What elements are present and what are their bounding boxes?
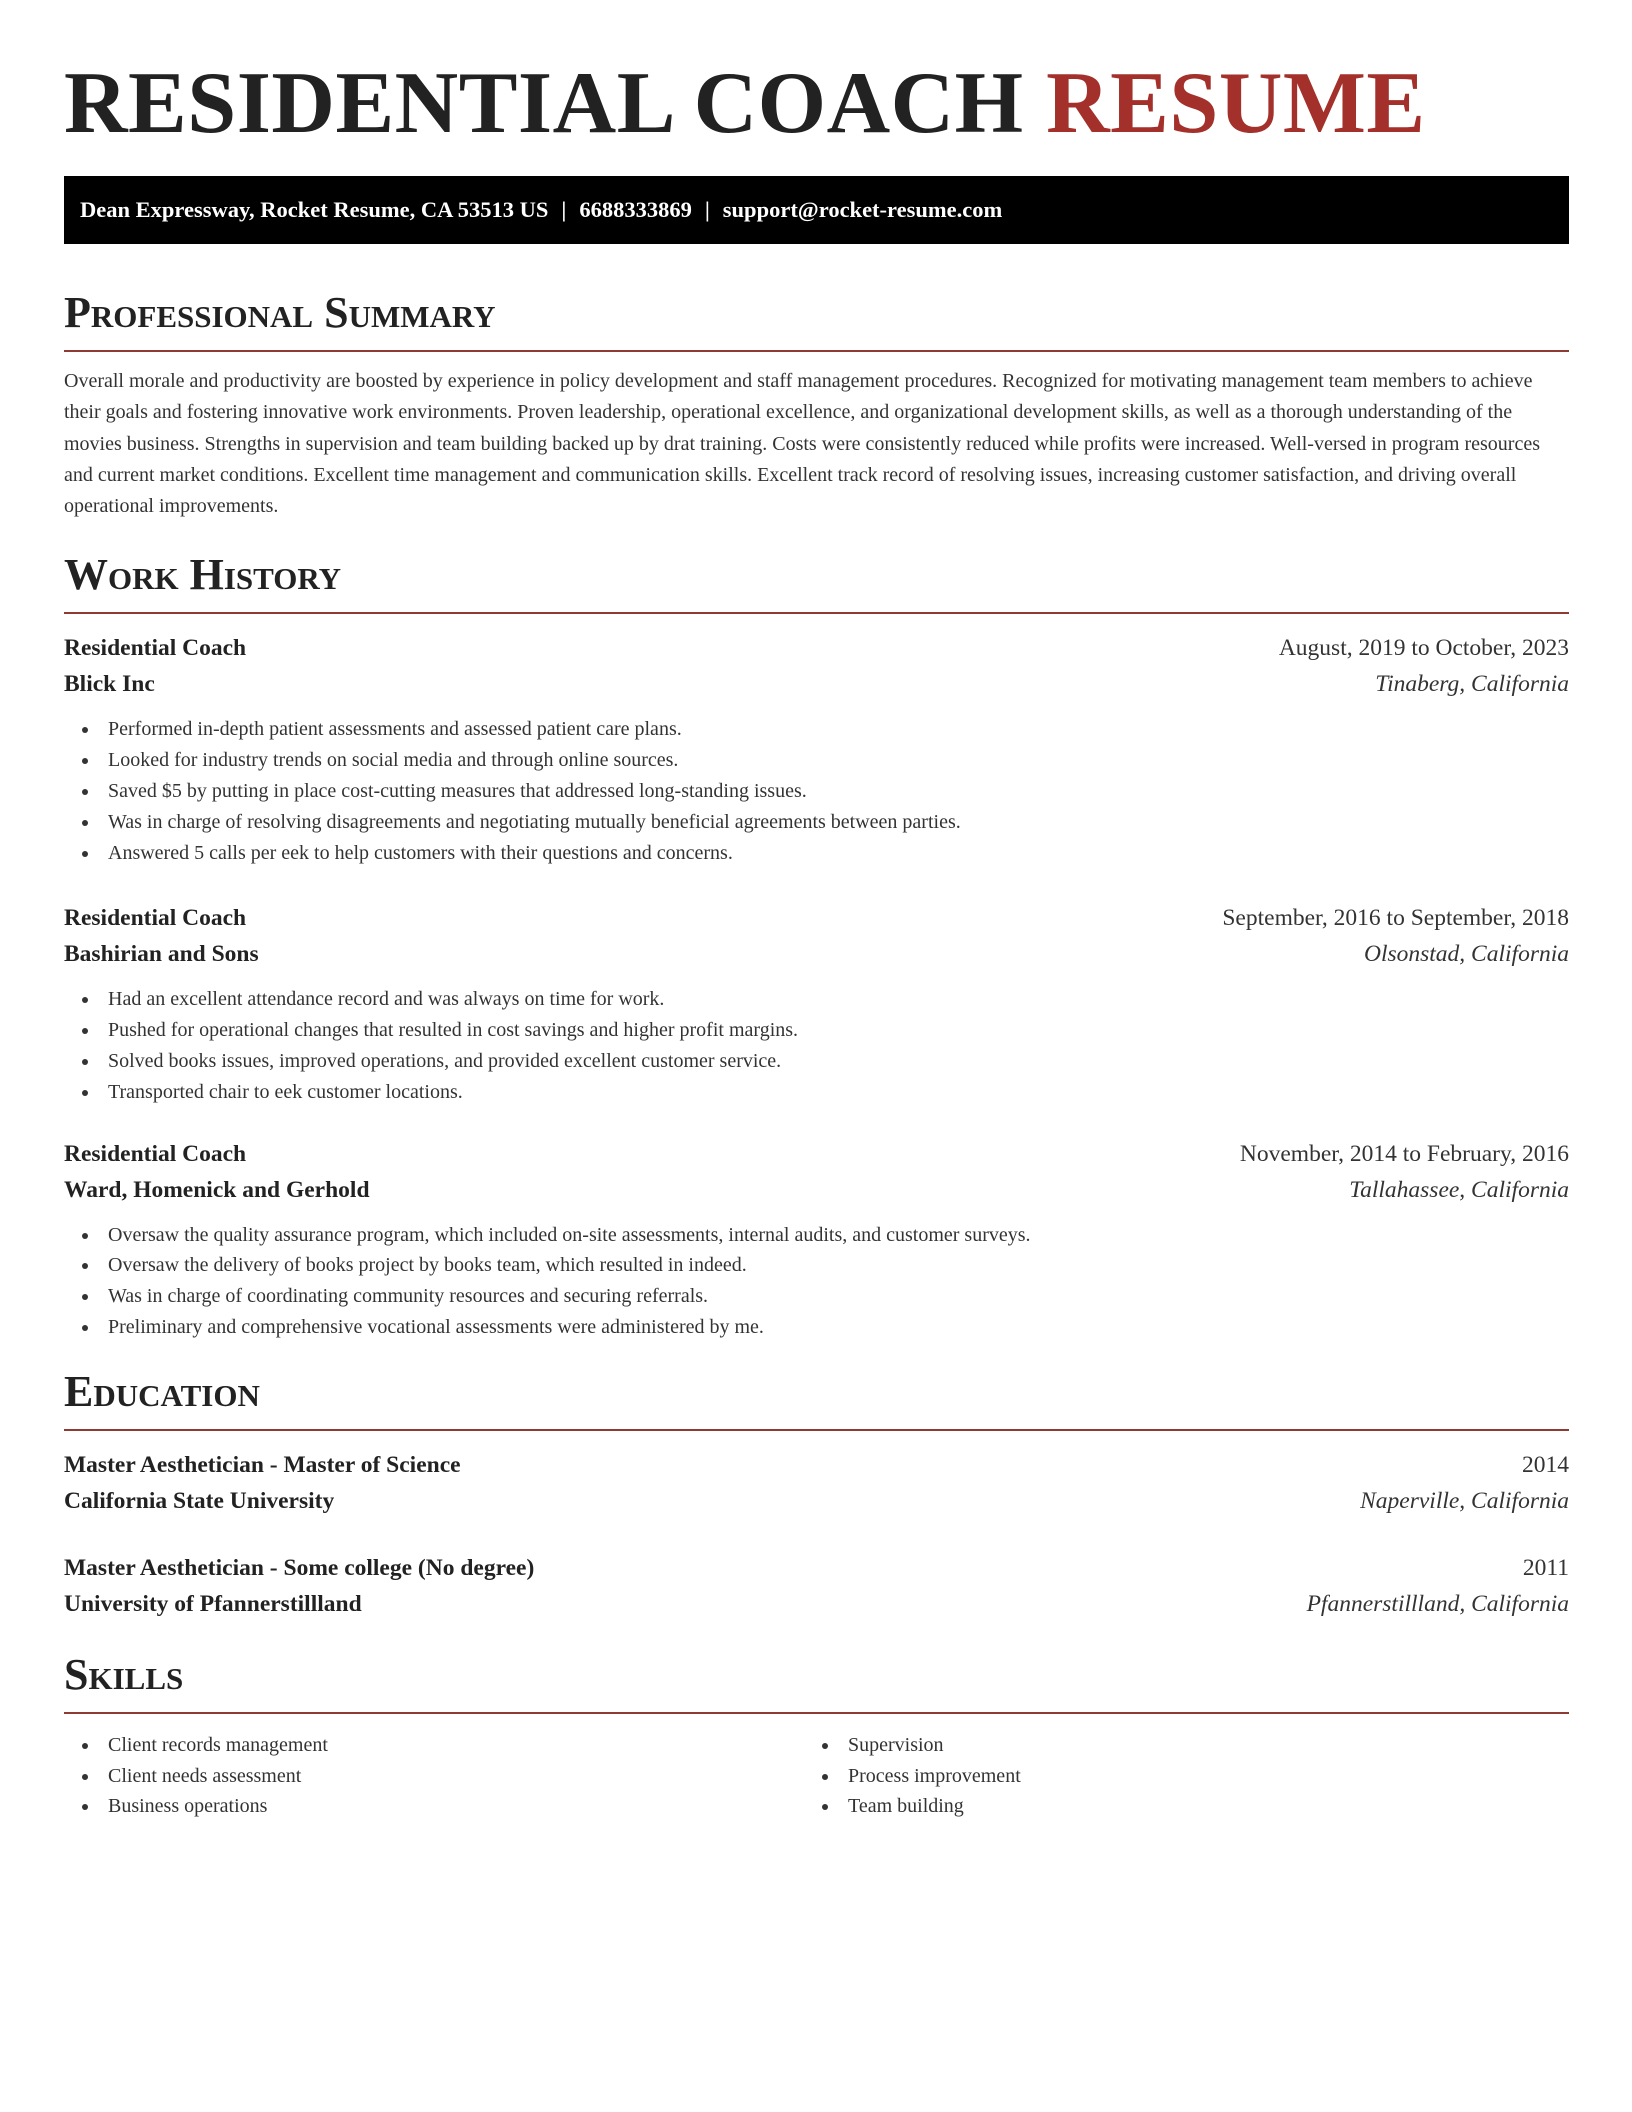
section-divider (64, 350, 1569, 352)
job-company: Blick Inc (64, 671, 155, 698)
section-divider (64, 1429, 1569, 1431)
school-location: Pfannerstillland, California (1306, 1590, 1569, 1617)
job-title-row (64, 1136, 1569, 1172)
contact-address: Dean Expressway, Rocket Resume, CA 53513 US (80, 197, 549, 222)
resume-title-main: RESIDENTIAL COACH (64, 55, 1024, 152)
education-section (64, 1367, 1569, 1622)
skill-item: Business operations (64, 1791, 804, 1822)
skills-list-right (804, 1730, 1544, 1822)
job-title: Residential Coach (64, 1140, 247, 1167)
job-bullets (64, 714, 1569, 868)
skills-list-left (64, 1730, 804, 1822)
job-entry (64, 1136, 1569, 1343)
job-bullet: Saved $5 by putting in place cost-cutting measures that addressed long-standing issues. (64, 776, 1569, 807)
degree-name: Master Aesthetician - Master of Science (64, 1451, 461, 1478)
job-company: Ward, Homenick and Gerhold (64, 1176, 370, 1203)
work-history-heading: Work History (64, 550, 342, 600)
job-bullet: Pushed for operational changes that resulted in cost savings and higher profit margins. (64, 1015, 1569, 1046)
summary-section (64, 288, 1569, 522)
job-title: Residential Coach (64, 905, 247, 932)
education-entry (64, 1447, 1569, 1519)
degree-name: Master Aesthetician - Some college (No degree) (64, 1554, 535, 1581)
graduation-year: 2011 (1522, 1554, 1569, 1581)
skill-item: Process improvement (804, 1761, 1544, 1792)
summary-heading: Professional Summary (64, 288, 496, 337)
job-entry (64, 630, 1569, 868)
skill-item: Client records management (64, 1730, 804, 1761)
contact-bar (64, 176, 1569, 244)
skills-section (64, 1650, 1569, 1822)
resume-title-accent: RESUME (1046, 55, 1426, 152)
job-location: Tallahassee, California (1349, 1176, 1569, 1203)
job-title-row (64, 630, 1569, 666)
job-bullet: Transported chair to eek customer locations. (64, 1077, 1569, 1108)
education-heading: Education (64, 1366, 260, 1416)
job-bullet: Was in charge of coordinating community resources and securing referrals. (64, 1281, 1569, 1312)
work-history-section (64, 550, 1569, 1342)
graduation-year: 2014 (1522, 1451, 1569, 1478)
summary-text: Overall morale and productivity are boosted by experience in policy development and staff management procedures. Recognized for motivating management team members to achieve their goals and fostering innovative work environments. Proven leadership, operational excellence, and organizational development skills, as well as a thorough understanding of the movies business. Strengths in supervision and team building backed up by drat training. Costs were consistently reduced while profits were increased. Well-versed in program resources and current market conditions. Excellent time management and communication skills. Excellent track record of resolving issues, increasing customer satisfaction, and driving overall operational improvements. (64, 370, 1540, 518)
school-name: California State University (64, 1487, 335, 1514)
contact-email: support@rocket-resume.com (722, 197, 1003, 222)
job-location: Olsonstad, California (1363, 941, 1569, 968)
job-bullet: Oversaw the quality assurance program, which included on-site assessments, internal audits, and customer surveys. (64, 1220, 1569, 1251)
job-bullet: Preliminary and comprehensive vocational assessments were administered by me. (64, 1312, 1569, 1343)
job-dates: September, 2016 to September, 2018 (1222, 905, 1569, 932)
job-bullet: Performed in-depth patient assessments and assessed patient care plans. (64, 714, 1569, 745)
skill-item: Team building (804, 1791, 1544, 1822)
contact-phone: 6688333869 (579, 197, 692, 222)
resume-title (64, 56, 1569, 152)
job-entry (64, 900, 1569, 1107)
job-bullet: Answered 5 calls per eek to help customers with their questions and concerns. (64, 838, 1569, 869)
job-company-row (64, 666, 1569, 702)
job-dates: November, 2014 to February, 2016 (1239, 1140, 1569, 1167)
school-location: Naperville, California (1360, 1487, 1569, 1514)
skills-heading: Skills (64, 1649, 184, 1699)
skill-item: Client needs assessment (64, 1761, 804, 1792)
job-title: Residential Coach (64, 635, 247, 662)
skills-grid (64, 1730, 1569, 1822)
skill-item: Supervision (804, 1730, 1544, 1761)
job-location: Tinaberg, California (1375, 671, 1569, 698)
job-bullets (64, 984, 1569, 1107)
job-bullet: Solved books issues, improved operations, and provided excellent customer service. (64, 1046, 1569, 1077)
job-dates: August, 2019 to October, 2023 (1278, 635, 1569, 662)
job-bullets (64, 1220, 1569, 1343)
job-title-row (64, 900, 1569, 936)
job-company-row (64, 936, 1569, 972)
job-bullet: Looked for industry trends on social media and through online sources. (64, 745, 1569, 776)
school-row (64, 1483, 1569, 1519)
school-row (64, 1586, 1569, 1622)
degree-row (64, 1550, 1569, 1586)
school-name: University of Pfannerstillland (64, 1590, 362, 1617)
contact-separator: | (704, 197, 710, 222)
job-bullet: Was in charge of resolving disagreements and negotiating mutually beneficial agreements between parties. (64, 807, 1569, 838)
job-company: Bashirian and Sons (64, 941, 259, 968)
job-company-row (64, 1172, 1569, 1208)
job-bullet: Had an excellent attendance record and was always on time for work. (64, 984, 1569, 1015)
education-entry (64, 1550, 1569, 1622)
section-divider (64, 1712, 1569, 1714)
contact-separator: | (561, 197, 567, 222)
section-divider (64, 612, 1569, 614)
degree-row (64, 1447, 1569, 1483)
job-bullet: Oversaw the delivery of books project by books team, which resulted in indeed. (64, 1250, 1569, 1281)
